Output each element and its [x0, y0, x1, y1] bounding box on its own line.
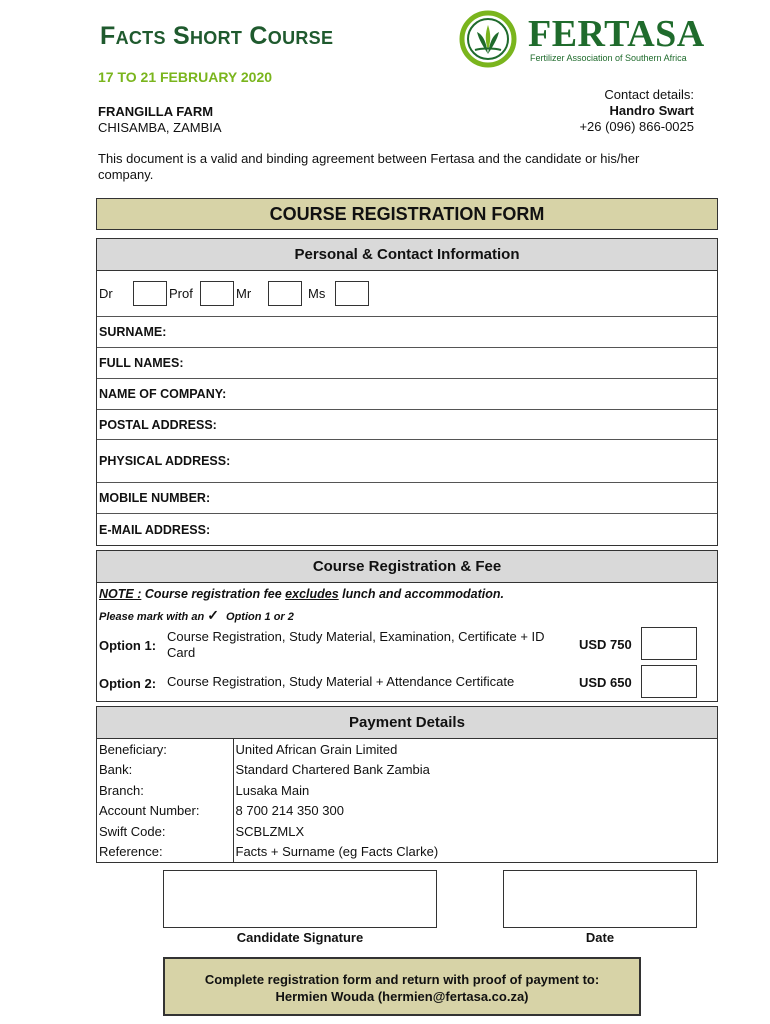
table-row [97, 780, 717, 801]
title-ms-label: Ms [308, 286, 326, 301]
account-number-value: 8 700 214 350 300 [235, 803, 344, 819]
bank-key: Bank: [97, 760, 233, 781]
title-mr-label: Mr [236, 286, 252, 301]
option-2-description: Course Registration, Study Material + Attendance Certificate [167, 674, 515, 689]
option-1-description: Course Registration, Study Material, Examination, Certificate + ID Card [167, 629, 545, 660]
mark-text-post: Option 1 or 2 [226, 611, 294, 623]
contact-phone: +26 (096) 866-0025 [579, 119, 694, 134]
checkmark-icon: ✓ [207, 607, 219, 623]
agreement-intro: This document is a valid and binding agreement between Fertasa and the candidate or his/her company. [98, 151, 640, 182]
course-dates: 17 TO 21 FEBRUARY 2020 [98, 69, 273, 85]
registration-section [96, 550, 718, 702]
personal-section [96, 238, 718, 546]
venue-name: FRANGILLA FARM [98, 104, 214, 119]
table-row [97, 801, 717, 822]
candidate-signature-box[interactable] [163, 870, 437, 928]
table-row [97, 760, 717, 781]
contact-label: Contact details: [604, 87, 694, 102]
account-number-key: Account Number: [97, 801, 233, 822]
title-ms-checkbox[interactable] [335, 281, 369, 306]
postal-address-field[interactable]: POSTAL ADDRESS: [97, 410, 717, 440]
contact-name: Handro Swart [609, 103, 694, 118]
note-text-pre: Course registration fee [144, 587, 282, 601]
option-2-price: USD 650 [579, 675, 632, 690]
title-prof-label: Prof [169, 286, 193, 301]
beneficiary-value: United African Grain Limited [235, 741, 398, 757]
mobile-number-field[interactable]: MOBILE NUMBER: [97, 483, 717, 514]
table-row [97, 842, 717, 863]
mark-instruction [97, 607, 717, 624]
fee-note [97, 587, 717, 601]
title-prof-checkbox[interactable] [200, 281, 234, 306]
registration-heading: Course Registration & Fee [97, 551, 717, 583]
payment-table [97, 739, 717, 862]
form-title: COURSE REGISTRATION FORM [96, 198, 718, 230]
surname-field[interactable]: SURNAME: [97, 317, 717, 348]
note-excludes: excludes [285, 587, 339, 601]
option-1-label: Option 1: [99, 638, 157, 653]
branch-key: Branch: [97, 780, 233, 801]
title-mr-checkbox[interactable] [268, 281, 302, 306]
submission-instructions [163, 957, 641, 1016]
swift-code-value: SCBLZMLX [235, 823, 305, 839]
full-names-field[interactable]: FULL NAMES: [97, 348, 717, 379]
option-2-label: Option 2: [99, 676, 157, 691]
course-title: Facts Short Course [100, 22, 334, 50]
option-1-price: USD 750 [579, 637, 632, 652]
note-text-post: lunch and accommodation. [342, 587, 504, 601]
venue-location: CHISAMBA, ZAMBIA [98, 120, 222, 135]
mark-text-pre: Please mark with an [99, 611, 205, 623]
contact-details [579, 87, 694, 135]
company-name-field[interactable]: NAME OF COMPANY: [97, 379, 717, 410]
logo-wordmark: FERTASA [528, 13, 705, 55]
payment-section [96, 706, 718, 863]
reference-key: Reference: [97, 842, 233, 863]
email-address-field[interactable]: E-MAIL ADDRESS: [99, 522, 211, 537]
leaf-emblem-icon [455, 10, 521, 68]
logo-subtitle: Fertilizer Association of Southern Africa [530, 53, 687, 63]
date-box[interactable] [503, 870, 697, 928]
submission-line-2: Hermien Wouda (hermien@fertasa.co.za) [275, 989, 529, 1004]
option-1-checkbox[interactable] [641, 627, 697, 660]
candidate-signature-label: Candidate Signature [236, 930, 364, 945]
title-dr-label: Dr [99, 286, 113, 301]
physical-address-field[interactable]: PHYSICAL ADDRESS: [97, 440, 717, 483]
submission-line-1: Complete registration form and return with proof of payment to: [204, 972, 600, 987]
beneficiary-key: Beneficiary: [97, 739, 233, 760]
reference-value: Facts + Surname (eg Facts Clarke) [235, 844, 439, 860]
swift-code-key: Swift Code: [97, 821, 233, 842]
note-label: NOTE : [99, 587, 142, 601]
personal-heading: Personal & Contact Information [97, 239, 717, 271]
table-row [97, 739, 717, 760]
title-options [97, 271, 717, 317]
option-2-checkbox[interactable] [641, 665, 697, 698]
payment-heading: Payment Details [97, 707, 717, 739]
title-dr-checkbox[interactable] [133, 281, 167, 306]
branch-value: Lusaka Main [235, 782, 310, 798]
date-label: Date [585, 930, 615, 945]
bank-value: Standard Chartered Bank Zambia [235, 762, 430, 778]
table-row [97, 821, 717, 842]
